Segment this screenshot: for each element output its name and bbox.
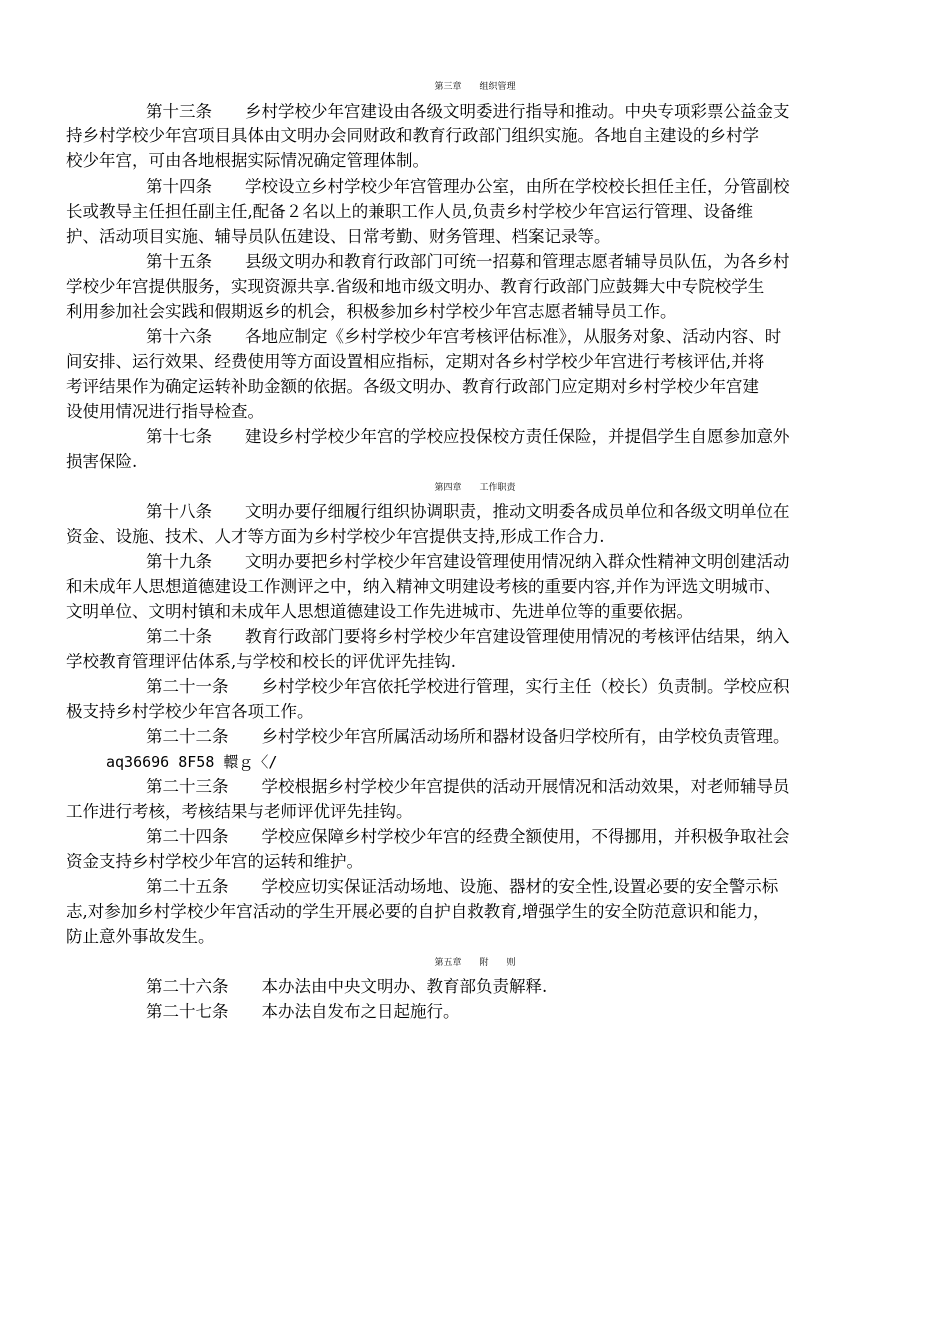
article-23-line-2: 工作进行考核，考核结果与老师评优评先挂钩。: [66, 802, 413, 821]
garbled-text-line: aq36696 8F58 轘ｇ〈/: [106, 753, 278, 771]
article-14-line-1: 第十四条 学校设立乡村学校少年宫管理办公室，由所在学校校长担任主任，分管副校: [146, 177, 790, 196]
article-21-line-2: 极支持乡村学校少年宫各项工作。: [66, 702, 314, 721]
article-25-line-1: 第二十五条 学校应切实保证活动场地、设施、器材的安全性,设置必要的安全警示标: [146, 877, 779, 896]
article-26-line-1: 第二十六条 本办法由中央文明办、教育部负责解释.: [146, 977, 548, 996]
article-19-line-3: 文明单位、文明村镇和未成年人思想道德建设工作先进城市、先进单位等的重要依据。: [66, 602, 693, 621]
article-25-line-3: 防止意外事故发生。: [66, 927, 215, 946]
chapter-5-heading: 第五章 附 则: [434, 957, 516, 967]
article-25-line-2: 志,对参加乡村学校少年宫活动的学生开展必要的自护自救教育,增强学生的安全防范意识和能力，: [66, 902, 770, 921]
article-21-line-1: 第二十一条 乡村学校少年宫依托学校进行管理，实行主任（校长）负责制。学校应积: [146, 677, 790, 696]
article-27-line-1: 第二十七条 本办法自发布之日起施行。: [146, 1002, 460, 1021]
article-24-line-1: 第二十四条 学校应保障乡村学校少年宫的经费全额使用，不得挪用，并积极争取社会: [146, 827, 790, 846]
article-18-line-2: 资金、设施、技术、人才等方面为乡村学校少年宫提供支持,形成工作合力.: [66, 527, 605, 546]
chapter-3-heading: 第三章 组织管理: [434, 81, 516, 91]
article-20-line-2: 学校教育管理评估体系,与学校和校长的评优评先挂钩.: [66, 652, 456, 671]
article-15-line-1: 第十五条 县级文明办和教育行政部门可统一招募和管理志愿者辅导员队伍，为各乡村: [146, 252, 790, 271]
article-16-line-2: 间安排、运行效果、经费使用等方面设置相应指标，定期对各乡村学校少年宫进行考核评估,并将: [66, 352, 765, 371]
article-24-line-2: 资金支持乡村学校少年宫的运转和维护。: [66, 852, 363, 871]
article-19-line-1: 第十九条 文明办要把乡村学校少年宫建设管理使用情况纳入群众性精神文明创建活动: [146, 552, 790, 571]
article-18-line-1: 第十八条 文明办要仔细履行组织协调职责，推动文明委各成员单位和各级文明单位在: [146, 502, 790, 521]
article-20-line-1: 第二十条 教育行政部门要将乡村学校少年宫建设管理使用情况的考核评估结果，纳入: [146, 627, 790, 646]
article-16-line-3: 考评结果作为确定运转补助金额的依据。各级文明办、教育行政部门应定期对乡村学校少年宫建: [66, 377, 759, 396]
chapter-4-heading: 第四章 工作职责: [434, 482, 516, 492]
article-16-line-4: 设使用情况进行指导检查。: [66, 402, 264, 421]
article-13-line-2: 持乡村学校少年宫项目具体由文明办会同财政和教育行政部门组织实施。各地自主建设的乡村学: [66, 126, 759, 145]
article-17-line-2: 损害保险.: [66, 452, 138, 471]
article-16-line-1: 第十六条 各地应制定《乡村学校少年宫考核评估标准》，从服务对象、活动内容、时: [146, 327, 782, 346]
article-13-line-1: 第十三条 乡村学校少年宫建设由各级文明委进行指导和推动。中央专项彩票公益金支: [146, 102, 790, 121]
article-19-line-2: 和未成年人思想道德建设工作测评之中，纳入精神文明建设考核的重要内容,并作为评选文明城市、: [66, 577, 781, 596]
article-15-line-3: 利用参加社会实践和假期返乡的机会，积极参加乡村学校少年宫志愿者辅导员工作。: [66, 302, 677, 321]
article-23-line-1: 第二十三条 学校根据乡村学校少年宫提供的活动开展情况和活动效果，对老师辅导员: [146, 777, 790, 796]
article-13-line-3: 校少年宫，可由各地根据实际情况确定管理体制。: [66, 151, 429, 170]
article-22-line-1: 第二十二条 乡村学校少年宫所属活动场所和器材设备归学校所有，由学校负责管理。: [146, 727, 790, 746]
article-14-line-3: 护、活动项目实施、辅导员队伍建设、日常考勤、财务管理、档案记录等。: [66, 227, 611, 246]
article-17-line-1: 第十七条 建设乡村学校少年宫的学校应投保校方责任保险，并提倡学生自愿参加意外: [146, 427, 790, 446]
article-14-line-2: 长或教导主任担任副主任,配备２名以上的兼职工作人员,负责乡村学校少年宫运行管理、设备维: [66, 202, 753, 221]
article-15-line-2: 学校少年宫提供服务，实现资源共享.省级和地市级文明办、教育行政部门应鼓舞大中专院校学生: [66, 277, 765, 296]
